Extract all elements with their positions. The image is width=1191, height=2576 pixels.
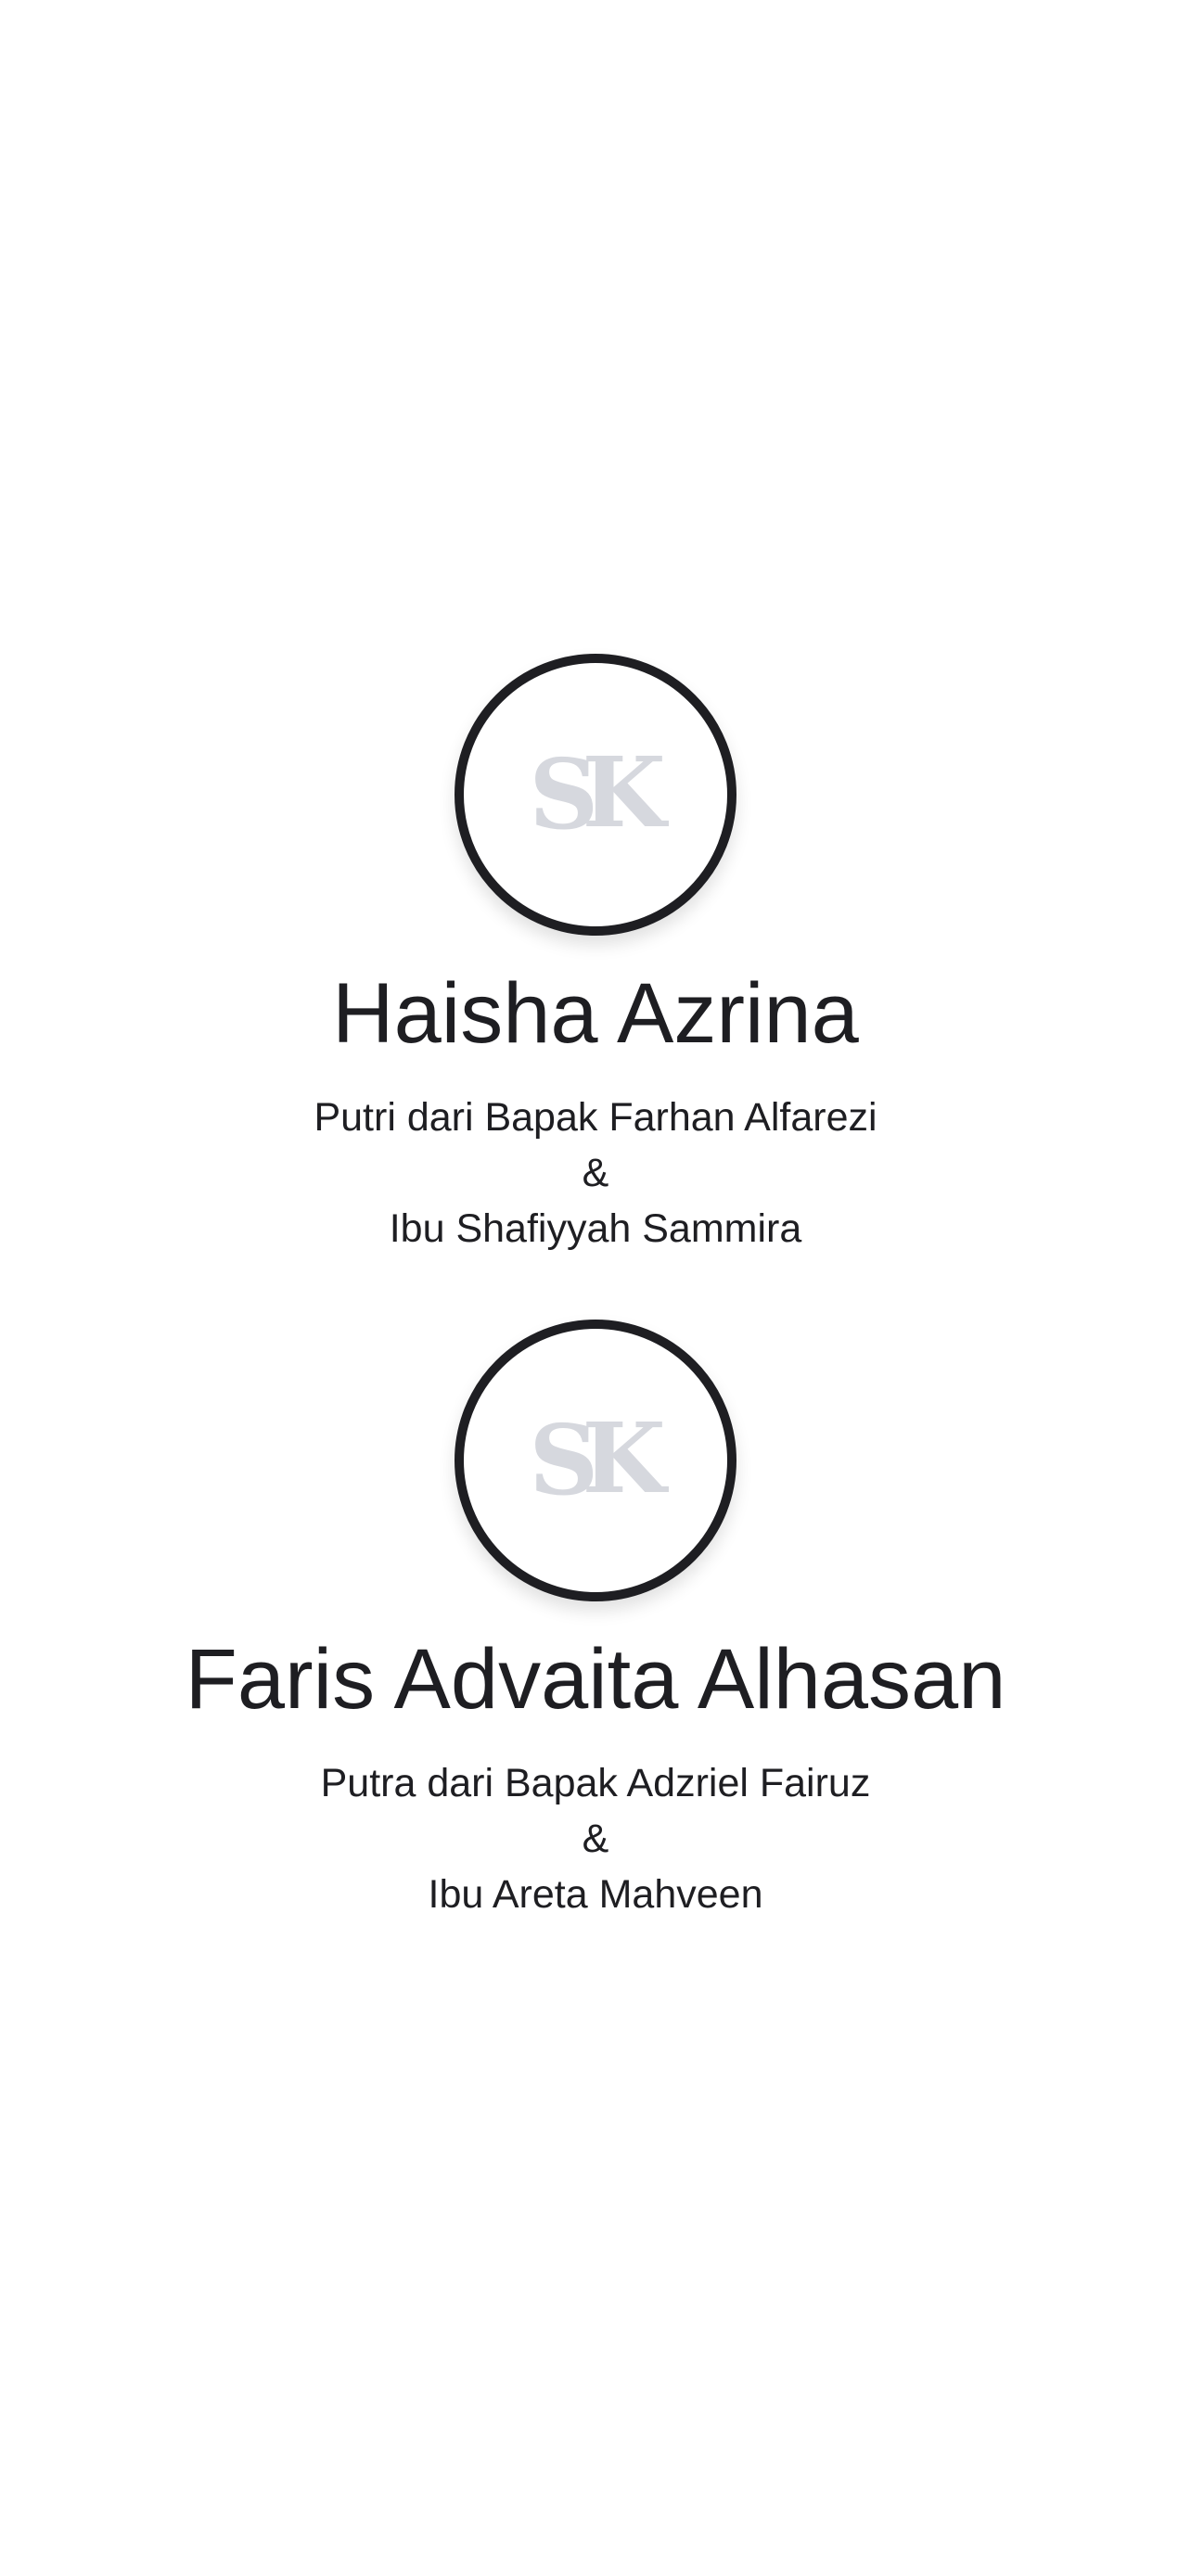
groom-ampersand: & [582, 1817, 609, 1861]
bride-mother-line: Ibu Shafiyyah Sammira [389, 1206, 802, 1251]
bride-father-line: Putri dari Bapak Farhan Alfarezi [314, 1095, 877, 1140]
groom-name: Faris Advaita Alhasan [185, 1632, 1006, 1727]
bride-ampersand: & [582, 1151, 609, 1195]
bride-name: Haisha Azrina [332, 966, 859, 1061]
bride-photo-frame [455, 654, 736, 936]
bride-parents [0, 1090, 1191, 1256]
groom-mother-line: Ibu Areta Mahveen [428, 1872, 763, 1917]
bride-monogram-logo: SK [529, 735, 649, 851]
groom-parents [0, 1755, 1191, 1922]
groom-photo-frame [455, 1320, 736, 1601]
bride-section [0, 654, 1191, 1256]
groom-father-line: Putra dari Bapak Adzriel Fairuz [320, 1761, 871, 1805]
groom-section [0, 1320, 1191, 1922]
groom-monogram-logo: SK [529, 1401, 649, 1517]
